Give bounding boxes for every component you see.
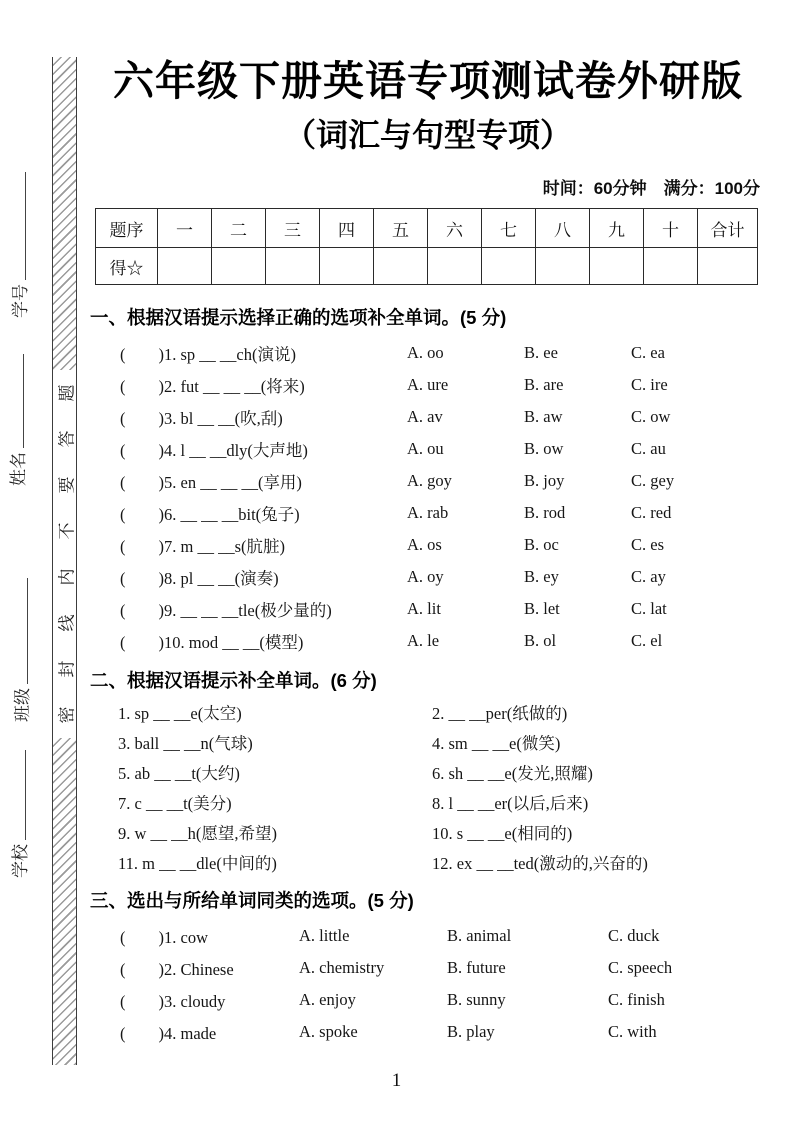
seal-notice-char: 封 (57, 660, 76, 678)
score-empty-cell (482, 248, 536, 285)
score-table-header-cell: 一 (158, 209, 212, 248)
question-stem: ( )6. __ __ __bit(兔子) (120, 505, 300, 524)
seal-hatch-top (53, 57, 76, 370)
school-blank-line (12, 750, 26, 840)
student-number-label: 学号 (11, 284, 30, 318)
question-stem: ( )4. l __ __dly(大声地) (120, 441, 308, 460)
fill-blank-item: 6. sh __ __e(发光,照耀) (432, 764, 593, 783)
score-empty-cell (536, 248, 590, 285)
score-table-header-cell: 二 (212, 209, 266, 248)
option-a: A. enjoy (299, 990, 356, 1009)
score-table-header-cell: 六 (428, 209, 482, 248)
score-table-header-cell: 八 (536, 209, 590, 248)
fill-blank-item: 9. w __ __h(愿望,希望) (118, 824, 278, 843)
option-c: C. duck (608, 926, 660, 945)
student-number-blank-line (12, 172, 26, 280)
question-row (90, 1016, 766, 1048)
option-b: B. joy (524, 471, 565, 490)
fill-blank-item: 2. __ __per(纸做的) (432, 704, 568, 723)
score-empty-cell (266, 248, 320, 285)
option-c: C. ay (631, 567, 666, 586)
fill-blank-item: 12. ex __ __ted(激动的,兴奋的) (432, 854, 648, 873)
exam-time-score-info: 时间：60分钟 满分：100分 (542, 179, 760, 198)
score-empty-cell (320, 248, 374, 285)
seal-notice-char: 不 (57, 522, 76, 540)
option-c: C. speech (608, 958, 673, 977)
score-table-header-cell: 题序 (96, 209, 158, 248)
fill-blank-item: 1. sp __ __e(太空) (118, 704, 242, 723)
option-c: C. gey (631, 471, 675, 490)
option-c: C. ow (631, 407, 671, 426)
option-b: B. oc (524, 535, 559, 554)
student-name-blank-line (10, 354, 24, 448)
score-empty-cell (428, 248, 482, 285)
question-stem: ( )1. cow (120, 928, 208, 947)
option-b: B. animal (447, 926, 512, 945)
score-table-score-row (96, 248, 758, 285)
score-empty-cell (158, 248, 212, 285)
question-stem: ( )9. __ __ __tle(极少量的) (120, 601, 332, 620)
class-blank-line (14, 578, 28, 684)
option-a: A. rab (407, 503, 449, 522)
seal-notice-text (53, 370, 76, 738)
score-empty-cell (698, 248, 758, 285)
option-b: B. future (447, 958, 506, 977)
section1-question-list (90, 337, 766, 657)
question-row (90, 529, 766, 561)
question-row (90, 625, 766, 657)
option-c: C. el (631, 631, 663, 650)
class-label: 班级 (13, 688, 32, 722)
fill-blank-item: 8. l __ __er(以后,后来) (432, 794, 589, 813)
option-b: B. rod (524, 503, 566, 522)
fill-blank-item: 11. m __ __dle(中间的) (118, 854, 277, 873)
option-b: B. ol (524, 631, 557, 650)
score-table-header-cell: 四 (320, 209, 374, 248)
seal-notice-char: 线 (57, 614, 76, 632)
option-a: A. av (407, 407, 443, 426)
fill-blank-item: 4. sm __ __e(微笑) (432, 734, 561, 753)
option-c: C. es (631, 535, 664, 554)
option-a: A. oy (407, 567, 444, 586)
question-stem: ( )3. bl __ __(吹,刮) (120, 409, 283, 428)
score-empty-cell (644, 248, 698, 285)
question-row (90, 561, 766, 593)
question-stem: ( )1. sp __ __ch(演说) (120, 345, 296, 364)
option-b: B. sunny (447, 990, 506, 1009)
option-a: A. goy (407, 471, 452, 490)
option-b: B. are (524, 375, 564, 394)
option-a: A. le (407, 631, 440, 650)
question-row (90, 984, 766, 1016)
fill-blank-item: 5. ab __ __t(大约) (118, 764, 240, 783)
option-c: C. lat (631, 599, 667, 618)
exam-content (90, 0, 766, 1048)
score-table-header-cell: 合计 (698, 209, 758, 248)
seal-line-strip (52, 57, 77, 1065)
score-empty-cell (590, 248, 644, 285)
question-stem: ( )3. cloudy (120, 992, 226, 1011)
student-number-field (10, 172, 32, 318)
question-stem: ( )2. fut __ __ __(将来) (120, 377, 305, 396)
question-row (90, 369, 766, 401)
question-stem: ( )2. Chinese (120, 960, 234, 979)
section2-heading: 二、根据汉语提示补全单词。(6 分) (90, 670, 377, 691)
question-row (90, 920, 766, 952)
score-table-header-cell: 五 (374, 209, 428, 248)
option-b: B. ey (524, 567, 559, 586)
question-row (90, 465, 766, 497)
school-field (10, 750, 32, 878)
question-row (90, 401, 766, 433)
class-field (12, 578, 34, 722)
question-row (90, 497, 766, 529)
option-c: C. ire (631, 375, 668, 394)
score-table-header-cell: 九 (590, 209, 644, 248)
option-a: A. ou (407, 439, 444, 458)
option-c: C. finish (608, 990, 665, 1009)
option-c: C. red (631, 503, 672, 522)
section3-heading: 三、选出与所给单词同类的选项。(5 分) (90, 890, 414, 911)
question-row (90, 952, 766, 984)
option-b: B. aw (524, 407, 563, 426)
option-b: B. ow (524, 439, 564, 458)
seal-notice-char: 题 (57, 384, 76, 402)
fill-blank-item: 10. s __ __e(相同的) (432, 824, 573, 843)
question-stem: ( )10. mod __ __(模型) (120, 633, 304, 652)
option-a: A. lit (407, 599, 441, 618)
question-stem: ( )8. pl __ __(演奏) (120, 569, 279, 588)
option-c: C. au (631, 439, 666, 458)
seal-hatch-bottom (53, 738, 76, 1065)
seal-notice-char: 答 (57, 430, 76, 448)
student-name-label: 姓名 (9, 452, 28, 486)
question-row (90, 433, 766, 465)
section3-question-list (90, 920, 766, 1048)
page-number: 1 (391, 1070, 402, 1091)
option-b: B. let (524, 599, 560, 618)
score-empty-cell (374, 248, 428, 285)
score-table-header-cell: 十 (644, 209, 698, 248)
section1-heading: 一、根据汉语提示选择正确的选项补全单词。(5 分) (90, 307, 507, 328)
option-a: A. oo (407, 343, 444, 362)
option-c: C. ea (631, 343, 665, 362)
score-table-header-row (96, 209, 758, 248)
question-stem: ( )4. made (120, 1024, 217, 1043)
school-label: 学校 (11, 844, 30, 878)
exam-title: 六年级下册英语专项测试卷外研版 (113, 58, 743, 104)
option-c: C. with (608, 1022, 657, 1041)
question-stem: ( )7. m __ __s(肮脏) (120, 537, 285, 556)
option-b: B. ee (524, 343, 558, 362)
question-row (90, 337, 766, 369)
option-a: A. chemistry (299, 958, 385, 977)
seal-notice-char: 要 (57, 476, 76, 494)
exam-subtitle: （词汇与句型专项） (283, 117, 572, 153)
score-table-header-cell: 七 (482, 209, 536, 248)
student-name-field (8, 354, 30, 486)
score-table (95, 208, 758, 285)
score-empty-cell (212, 248, 266, 285)
seal-notice-char: 密 (57, 706, 76, 724)
option-a: A. little (299, 926, 350, 945)
option-a: A. os (407, 535, 442, 554)
option-a: A. ure (407, 375, 449, 394)
question-row (90, 593, 766, 625)
section2-question-list (90, 699, 766, 879)
option-b: B. play (447, 1022, 495, 1041)
fill-blank-item: 3. ball __ __n(气球) (118, 734, 253, 753)
seal-notice-char: 内 (57, 568, 76, 586)
score-table-header-cell: 三 (266, 209, 320, 248)
question-stem: ( )5. en __ __ __(享用) (120, 473, 302, 492)
fill-blank-item: 7. c __ __t(美分) (118, 794, 232, 813)
option-a: A. spoke (299, 1022, 358, 1041)
score-label-cell: 得☆ (96, 248, 158, 285)
